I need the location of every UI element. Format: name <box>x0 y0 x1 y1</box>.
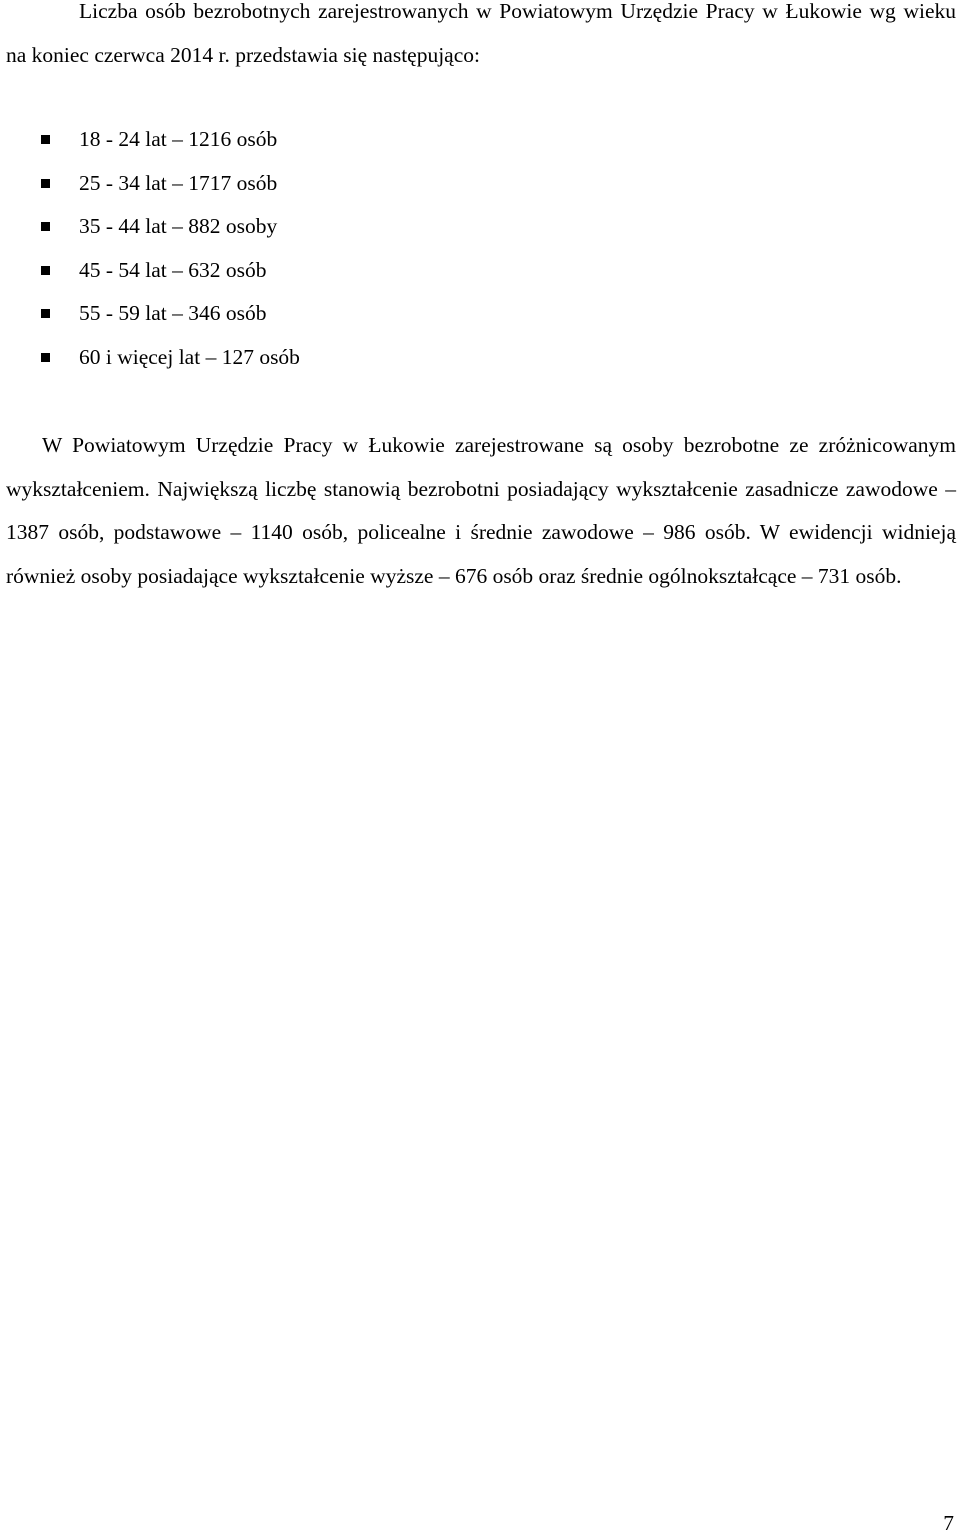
education-paragraph: W Powiatowym Urzędzie Pracy w Łukowie zarejestrowane są osoby bezrobotne ze zróżnicowanym wykształceniem. Największą liczbę stanowią bezrobotni posiadający wykształcenie zasadnicze zawodowe – 1387 osób, podstawowe – 1140 osób, policealne i średnie zawodowe – 986 osób. W ewidencji widnieją również osoby posiadające wykształcenie wyższe – 676 osób oraz średnie ogólnokształcące – 731 osób. <box>6 433 956 588</box>
list-item <box>0 336 300 380</box>
list-item <box>0 162 300 206</box>
square-bullet-icon <box>41 353 50 362</box>
square-bullet-icon <box>41 309 50 318</box>
square-bullet-icon <box>41 266 50 275</box>
age-group-text: 25 - 34 lat – 1717 osób <box>79 170 278 195</box>
list-item <box>0 205 300 249</box>
list-item <box>0 118 300 162</box>
square-bullet-icon <box>41 135 50 144</box>
age-group-list <box>0 118 300 379</box>
list-item <box>0 292 300 336</box>
square-bullet-icon <box>41 179 50 188</box>
list-item <box>0 249 300 293</box>
square-bullet-icon <box>41 222 50 231</box>
age-group-text: 60 i więcej lat – 127 osób <box>79 344 300 369</box>
age-group-text: 18 - 24 lat – 1216 osób <box>79 127 278 151</box>
age-group-text: 55 - 59 lat – 346 osób <box>79 301 267 325</box>
age-group-text: 45 - 54 lat – 632 osób <box>79 257 267 282</box>
page-number: 7 <box>943 1511 954 1535</box>
intro-paragraph: Liczba osób bezrobotnych zarejestrowanych w Powiatowym Urzędzie Pracy w Łukowie wg wieku na koniec czerwca 2014 r. przedstawia się następująco: <box>6 0 956 67</box>
age-group-text: 35 - 44 lat – 882 osoby <box>79 214 278 238</box>
